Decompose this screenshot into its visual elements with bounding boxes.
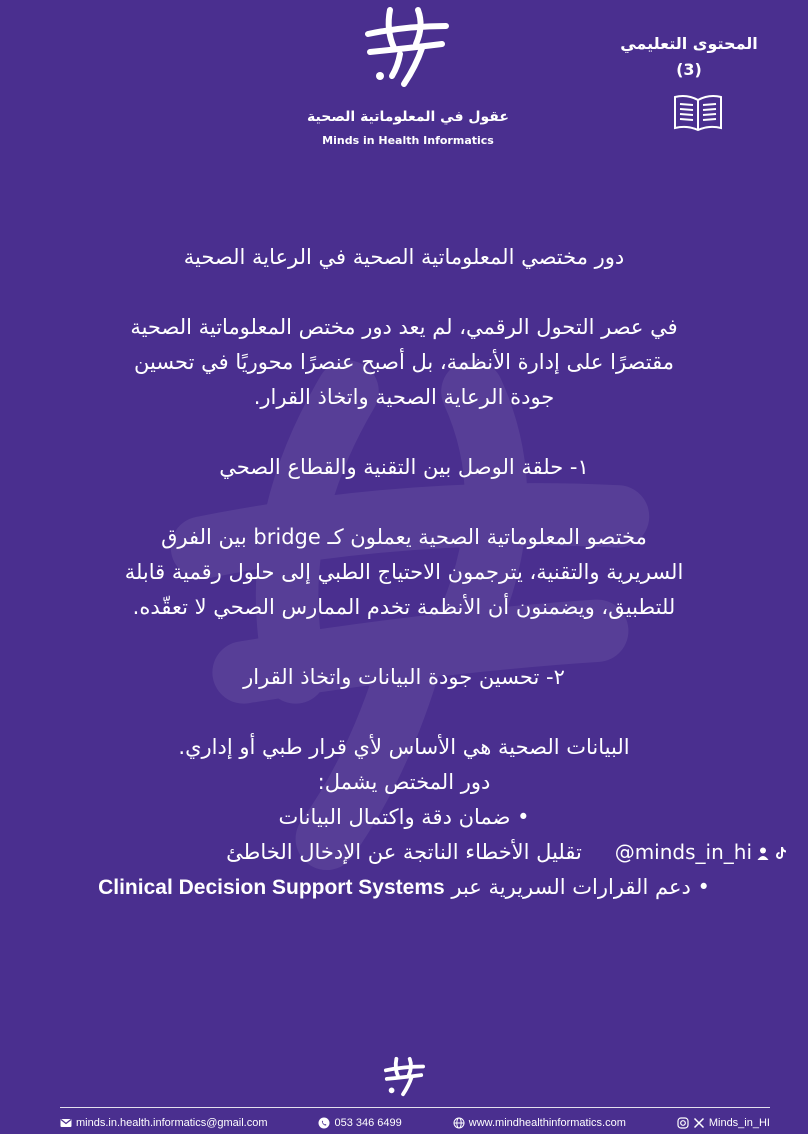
section1-line-1: مختصو المعلوماتية الصحية يعملون كـ bridge بين الفرق — [161, 525, 647, 549]
footer-phone-text: 053 346 6499 — [334, 1117, 402, 1129]
whatsapp-icon — [318, 1117, 330, 1129]
mail-icon — [60, 1117, 72, 1129]
footer-contacts — [60, 1114, 770, 1132]
section2-line-1: البيانات الصحية هي الأساس لأي قرار طبي أو إداري. — [178, 735, 630, 759]
educational-content-label: المحتوى التعليمي — [620, 34, 758, 53]
bullet-1: • ضمان دقة واكتمال البيانات — [278, 805, 530, 829]
bullet-3-arabic: • دعم القرارات السريرية عبر — [451, 875, 710, 899]
footer-phone[interactable] — [318, 1117, 401, 1129]
article-title: دور مختصي المعلوماتية الصحية في الرعاية الصحية — [183, 245, 625, 269]
x-twitter-icon — [693, 1117, 705, 1129]
educational-content-number: (3) — [676, 60, 702, 79]
footer-logo — [382, 1056, 426, 1098]
footer-email-text: minds.in.health.informatics@gmail.com — [76, 1117, 268, 1129]
globe-icon — [453, 1117, 465, 1129]
section2-line-2: دور المختص يشمل: — [317, 770, 491, 794]
intro-line-3: جودة الرعاية الصحية واتخاذ القرار. — [253, 385, 555, 409]
watermark-handle-text: @minds_in_hi — [614, 840, 752, 864]
brand-name-english: Minds in Health Informatics — [322, 134, 494, 147]
footer-divider — [60, 1107, 770, 1108]
section2-heading: ٢- تحسين جودة البيانات واتخاذ القرار — [243, 665, 565, 689]
intro-line-2: مقتصرًا على إدارة الأنظمة، بل أصبح عنصرًا محوريًا في تحسين — [134, 350, 674, 374]
instagram-icon — [677, 1117, 689, 1129]
bullet-2-line — [40, 835, 768, 870]
section1-line-3: للتطبيق، ويضمنون أن الأنظمة تخدم الممارس الصحي لا تعقّده. — [132, 595, 676, 619]
footer-website[interactable] — [453, 1117, 626, 1129]
bullet-3 — [40, 870, 768, 905]
footer-website-text: www.mindhealthinformatics.com — [468, 1117, 626, 1129]
bullet-2: تقليل الأخطاء الناتجة عن الإدخال الخاطئ — [226, 840, 582, 864]
footer-email[interactable] — [60, 1117, 268, 1129]
user-icon — [756, 846, 770, 860]
open-book-icon — [671, 92, 725, 134]
footer-social[interactable] — [677, 1117, 770, 1129]
intro-line-1: في عصر التحول الرقمي، لم يعد دور مختص المعلوماتية الصحية — [130, 315, 678, 339]
brand-name-arabic: عقول في المعلوماتية الصحية — [307, 109, 509, 125]
footer-social-text: Minds_in_HI — [708, 1117, 770, 1129]
brand-logo — [360, 4, 452, 92]
watermark-handle — [615, 835, 788, 870]
section1-line-2: السريرية والتقنية، يترجمون الاحتياج الطبي إلى حلول رقمية قابلة — [124, 560, 684, 584]
section1-heading: ١- حلقة الوصل بين التقنية والقطاع الصحي — [219, 455, 589, 479]
tiktok-icon — [774, 846, 788, 860]
bullet-3-english: Clinical Decision Support Systems — [98, 876, 445, 899]
article-body — [40, 240, 768, 905]
